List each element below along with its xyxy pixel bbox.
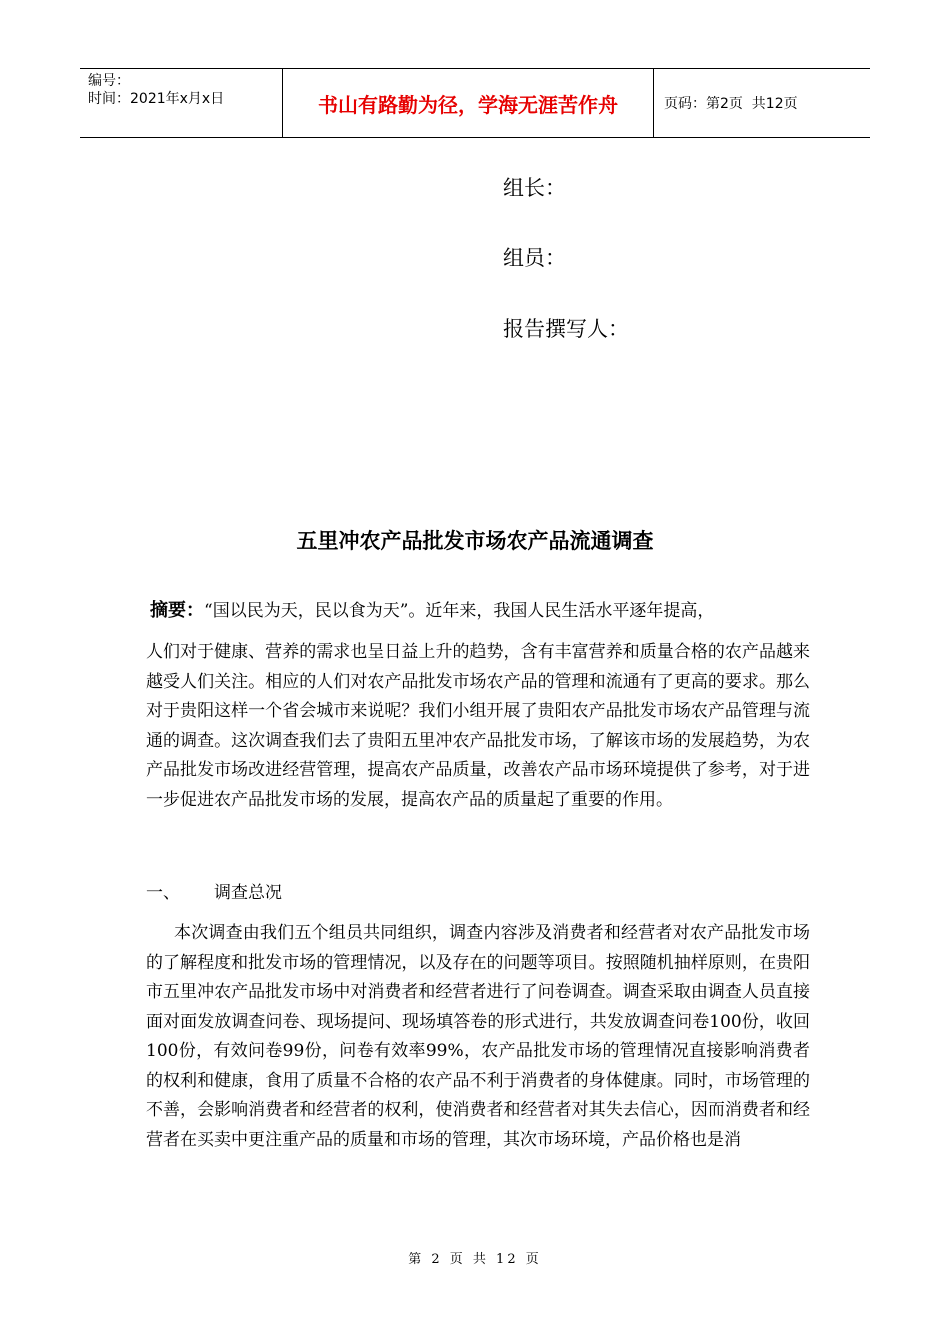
time-label: 时间：2021年x月x日: [88, 91, 225, 107]
page-info-text: 页码：第2页 共12页: [664, 96, 798, 112]
section-heading: [146, 878, 282, 903]
header-motto: 书山有路勤为径，学海无涯苦作舟: [282, 69, 654, 137]
number-label: 编号：: [88, 73, 130, 89]
header-page-info: [654, 69, 870, 137]
abstract-opening: “国以民为天，民以食为天”。近年来，我国人民生活水平逐年提高，: [204, 601, 715, 621]
section-title: 调查总况: [214, 883, 282, 903]
page-footer: 第 2 页 共 12 页: [408, 1252, 542, 1267]
abstract-label: 摘要：: [150, 600, 204, 621]
staff-members: 组员：: [503, 246, 566, 270]
abstract-first-line: [150, 596, 714, 622]
staff-leader: 组长：: [503, 176, 566, 200]
page-header: [80, 68, 870, 138]
staff-writer: 报告撰写人：: [503, 317, 629, 341]
header-meta: [80, 69, 282, 137]
document-title: 五里冲农产品批发市场农产品流通调查: [296, 529, 654, 553]
section-paragraph: 本次调查由我们五个组员共同组织，调查内容涉及消费者和经营者对农产品批发市场的了解程度和批发市场的管理情况，以及存在的问题等项目。按照随机抽样原则，在贵阳市五里冲农产品批发市场中对消费者和经营者进行了问卷调查。调查采取由调查人员直接面对面发放调查问卷、现场提问、现场填答卷的形式进行，共发放调查问卷100份，收回100份，有效问卷99份，问卷有效率99%，农产品批发市场的管理情况直接影响消费者的权利和健康，食用了质量不合格的农产品不利于消费者的身体健康。同时，市场管理的不善，会影响消费者和经营者的权利，使消费者和经营者对其失去信心，因而消费者和经营者在买卖中更注重产品的质量和市场的管理，其次市场环境，产品价格也是消: [146, 923, 810, 1150]
section-number: 一、: [146, 883, 180, 903]
abstract-body: 人们对于健康、营养的需求也呈日益上升的趋势，含有丰富营养和质量合格的农产品越来越受人们关注。相应的人们对农产品批发市场农产品的管理和流通有了更高的要求。那么对于贵阳这样一个省会城市来说呢？我们小组开展了贵阳农产品批发市场农产品管理与流通的调查。这次调查我们去了贵阳五里冲农产品批发市场，了解该市场的发展趋势，为农产品批发市场改进经营管理，提高农产品质量，改善农产品市场环境提供了参考，对于进一步促进农产品批发市场的发展，提高农产品的质量起了重要的作用。: [146, 642, 810, 810]
